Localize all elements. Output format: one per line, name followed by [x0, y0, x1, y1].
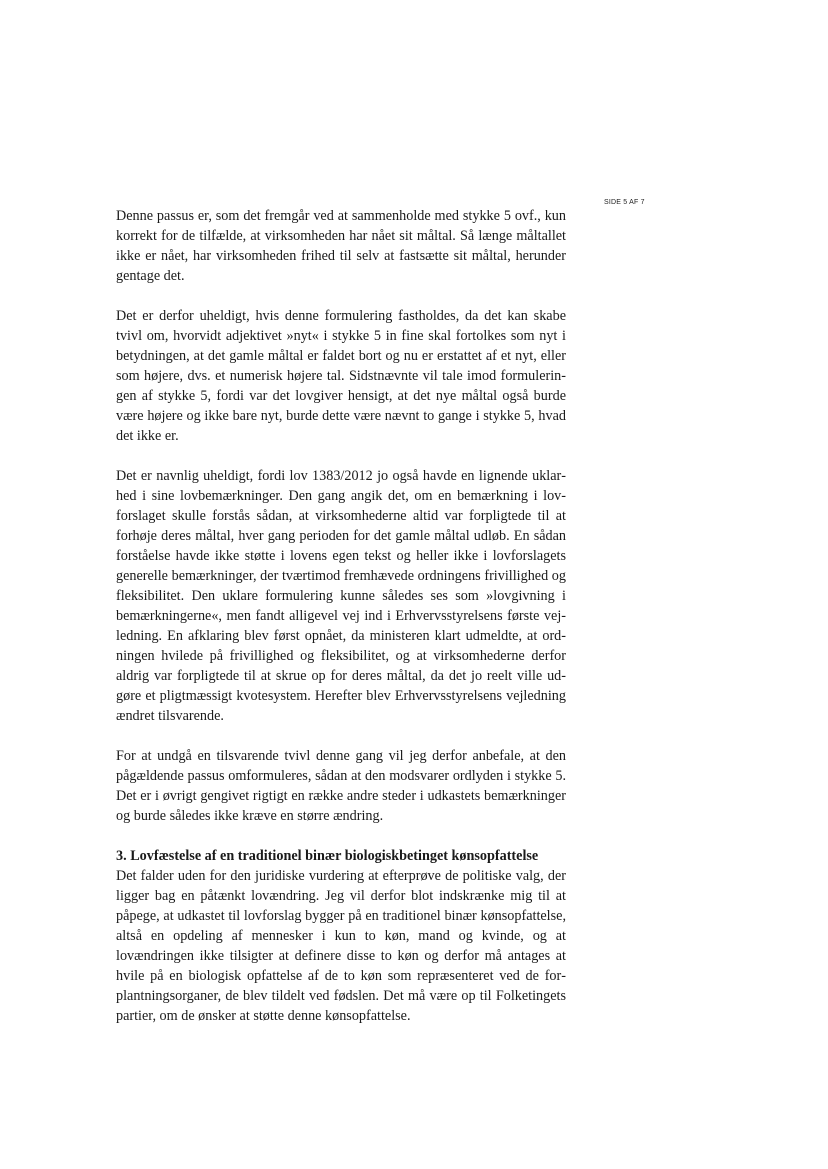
section-paragraph: Det falder uden for den juridiske vurdering at efterprøve de politiske valg, der ligger bag en påtænkt lovændring. Jeg vil derfor blot indskrænke mig til at påpege, at udkastet til lovforslag bygger på en traditionel binær kønsopfattelse, altså en opdeling af mennesker i kun to køn, mand og kvinde, og at lovændringen ikke tilsigter at definere disse to køn og derfor må antages at hvile på en biologisk opfattelse af de to køn som repræsenteret ved de forplantningsorganer, de blev tildelt ved fødslen. Det må være op til Folketingets partier, om de ønsker at støtte denne kønsopfattelse. — [116, 868, 566, 1024]
page-number: SIDE 5 AF 7 — [604, 199, 645, 206]
paragraph-1: Denne passus er, som det fremgår ved at sammenholde med stykke 5 ovf., kun korrekt for de tilfælde, at virksomheden har nået sit måltal. Så længe måltallet ikke er nået, har virksomheden frihed til selv at fastsætte sit måltal, herunder gentage det. — [116, 208, 566, 284]
document-body — [116, 206, 566, 1026]
paragraph-2: Det er derfor uheldigt, hvis denne formulering fastholdes, da det kan skabe tvivl om, hvorvidt adjektivet »nyt« i stykke 5 in fine skal fortolkes som nyt i betydningen, at det gamle måltal er faldet bort og nu er erstattet af et nyt, eller som højere, dvs. et numerisk højere tal. Sidstnævnte vil tale imod formuleringen af stykke 5, fordi var det lovgiver hensigt, at det nye måltal også burde være højere og ikke bare nyt, burde dette være nævnt to gange i stykke 5, hvad det ikke er. — [116, 308, 566, 444]
paragraph-4: For at undgå en tilsvarende tvivl denne gang vil jeg derfor anbefale, at den pågældende passus omformuleres, sådan at den modsvarer ordlyden i stykke 5. Det er i øvrigt gengivet rigtigt en række andre steder i udkastets bemærkninger og burde således ikke kræve en større ændring. — [116, 748, 566, 824]
paragraph-3: Det er navnlig uheldigt, fordi lov 1383/2012 jo også havde en lignende uklarhed i sine lovbemærkninger. Den gang angik det, om en bemærkning i lovforslaget skulle forstås sådan, at virksomhederne altid var forpligtede til at forhøje deres måltal, hver gang perioden for det gamle måltal udløb. En sådan forståelse havde ikke støtte i lovens egen tekst og heller ikke i lovforslagets generelle bemærkninger, der tværtimod fremhævede ordningens frivillighed og fleksibilitet. Den uklare formulering kunne således ses som »lovgivning i bemærkningerne«, men fandt alligevel vej ind i Erhvervsstyrelsens første vejledning. En afklaring blev først opnået, da ministeren klart udmeldte, at ordningen hvilede på frivillighed og fleksibilitet, og at virksomhederne derfor aldrig var forpligtede til at skrue op for deres måltal, da det jo reelt ville udgøre et pligtmæssigt kvotesystem. Herefter blev Erhvervsstyrelsens vejledning ændret tilsvarende. — [116, 468, 566, 724]
section-heading: 3. Lovfæstelse af en traditionel binær biologiskbetinget kønsopfattelse — [116, 848, 539, 864]
